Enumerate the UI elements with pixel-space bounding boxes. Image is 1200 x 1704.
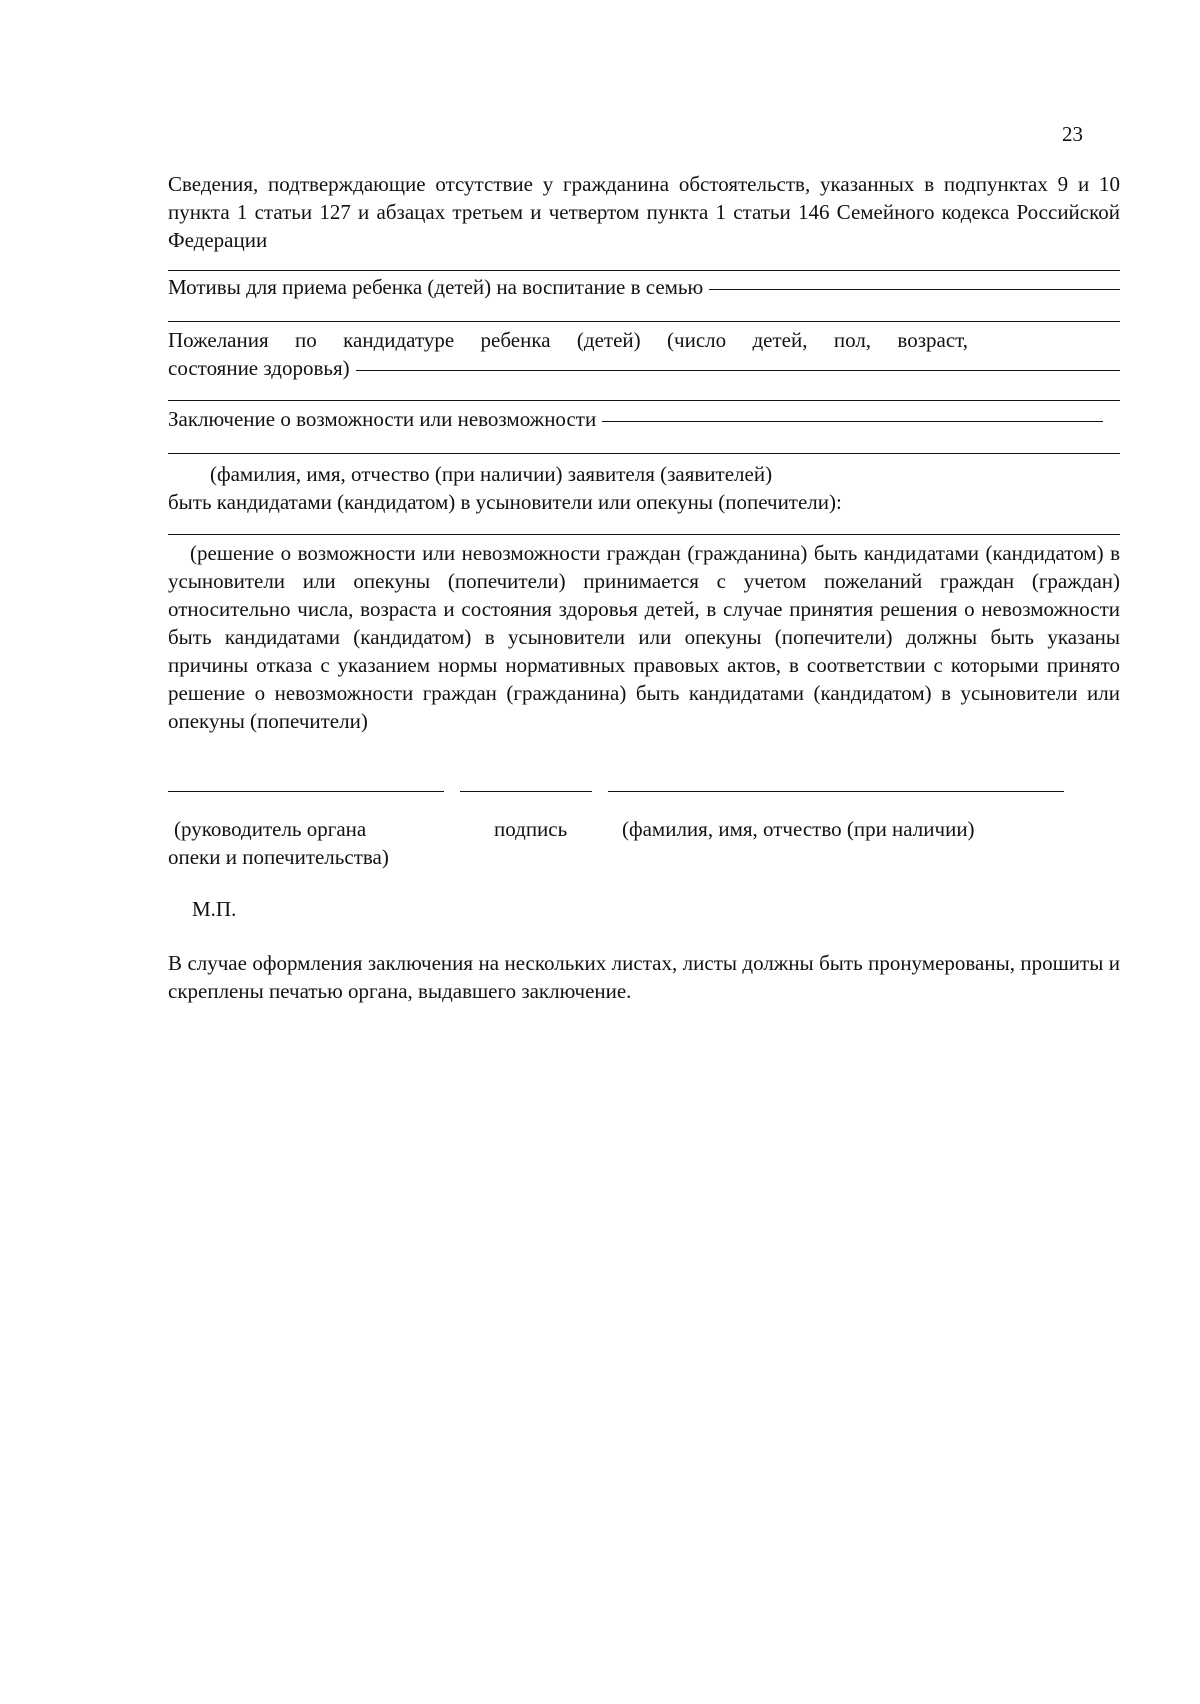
motives-answer-line[interactable] bbox=[709, 289, 1120, 290]
wishes-line-1: Пожелания по кандидатуре ребенка (детей) (число детей, пол, возраст, bbox=[168, 328, 968, 352]
page-number: 23 bbox=[1062, 122, 1083, 146]
signature-lines bbox=[168, 791, 1120, 815]
name-label: (фамилия, имя, отчество (при наличии) bbox=[622, 817, 975, 841]
wishes-line-2 bbox=[168, 354, 1120, 382]
wishes-answer-line[interactable] bbox=[356, 370, 1120, 371]
signature-labels bbox=[168, 815, 1120, 875]
conclusion-label: Заключение о возможности или невозможности bbox=[168, 407, 597, 431]
applicant-caption: (фамилия, имя, отчество (при наличии) заявителя (заявителей) bbox=[210, 462, 773, 486]
document-body bbox=[168, 170, 1120, 1005]
conclusion-line bbox=[168, 405, 1103, 433]
footer-note: В случае оформления заключения на нескольких листах, листы должны быть пронумерованы, прошиты и скреплены печатью органа, выдавшего заключение. bbox=[168, 951, 1120, 1003]
motives-label: Мотивы для приема ребенка (детей) на воспитание в семью bbox=[168, 275, 704, 299]
info-paragraph: Сведения, подтверждающие отсутствие у гражданина обстоятельств, указанных в подпунктах 9 и 10 пункта 1 статьи 127 и абзацах третьем и четвертом пункта 1 статьи 146 Семейного кодекса Российской Федерации bbox=[168, 172, 1120, 252]
wishes-label: состояние здоровья) bbox=[168, 356, 350, 380]
head-signature-line[interactable] bbox=[168, 791, 444, 792]
sign-signature-line[interactable] bbox=[460, 791, 592, 792]
motives-line bbox=[168, 273, 1120, 301]
head-label: (руководитель органа bbox=[174, 817, 367, 841]
conclusion-answer-line[interactable] bbox=[602, 421, 1103, 422]
head-label-2: опеки и попечительства) bbox=[168, 845, 389, 869]
applicant-caption-2: быть кандидатами (кандидатом) в усыновители или опекуны (попечители): bbox=[168, 490, 842, 514]
stamp-label: М.П. bbox=[192, 897, 237, 921]
sign-label: подпись bbox=[494, 817, 568, 841]
decision-paragraph: (решение о возможности или невозможности граждан (гражданина) быть кандидатами (кандидатом) в усыновители или опекуны (попечители) принимается с учетом пожеланий граждан (граждан) относительно числа, возраста и состояния здоровья детей, в случае принятия решения о невозможности быть кандидатами (кандидатом) в усыновители или опекуны (попечители) должны быть указаны причины отказа с указанием нормы нормативных правовых актов, в соответствии с которыми принято решение о невозможности граждан (гражданина) быть кандидатами (кандидатом) в усыновители или опекуны (попечители) bbox=[168, 541, 1120, 733]
name-signature-line[interactable] bbox=[608, 791, 1064, 792]
